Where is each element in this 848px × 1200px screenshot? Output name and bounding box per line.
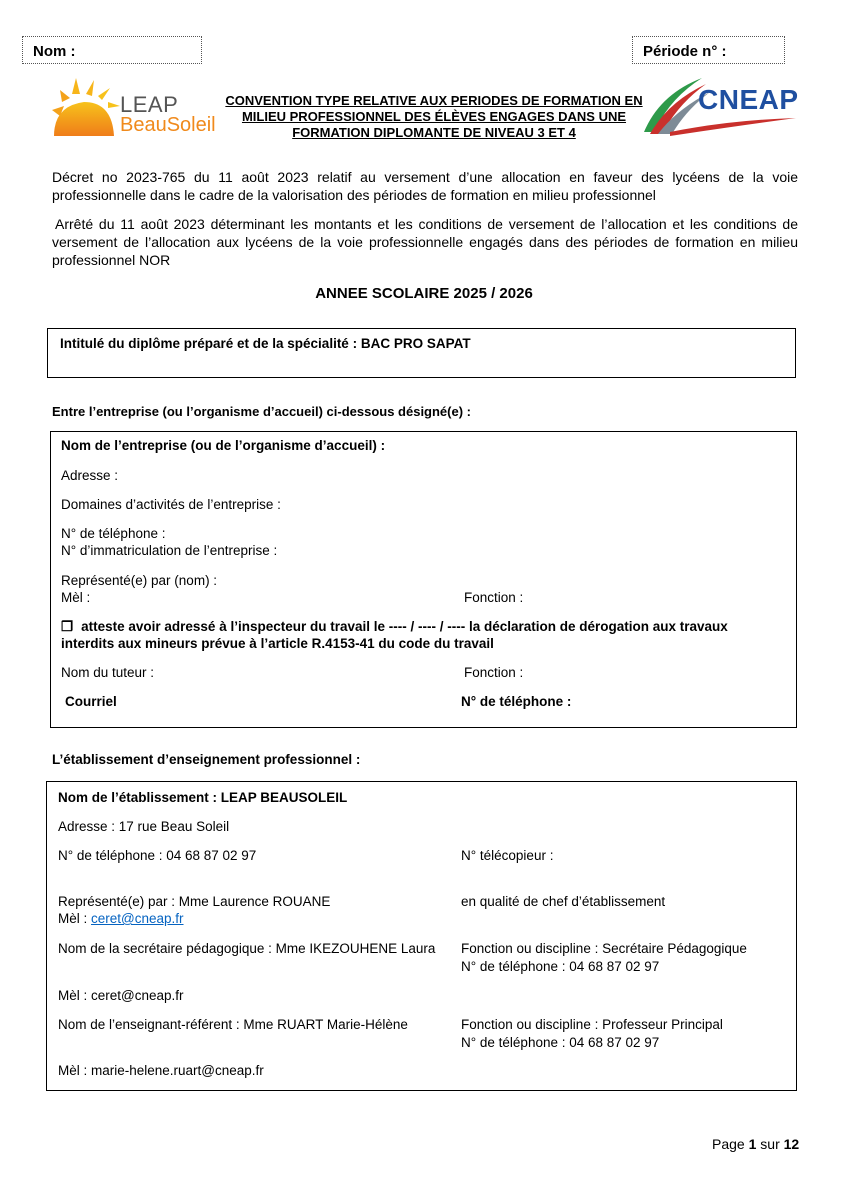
entreprise-represente-label[interactable]: Représenté(e) par (nom) : [61, 573, 218, 588]
title-line: FORMATION DIPLOMANTE DE NIVEAU 3 ET 4 [292, 125, 576, 140]
atteste-line-1 [61, 619, 728, 635]
leap-logo-text: LEAP [120, 92, 179, 117]
annee-scolaire: ANNEE SCOLAIRE 2025 / 2026 [315, 285, 533, 302]
periode-label: Période n° : [643, 43, 727, 60]
tuteur-nom-label[interactable]: Nom du tuteur : [61, 665, 155, 680]
title-line: MILIEU PROFESSIONNEL DES ÉLÈVES ENGAGES DANS UNE [241, 109, 627, 124]
secretaire-fonction: Fonction ou discipline : Secrétaire Pédagogique [461, 941, 747, 956]
secretaire-mel: Mèl : ceret@cneap.fr [58, 988, 184, 1003]
mel-label: Mèl : [58, 911, 92, 926]
entreprise-fonction-label[interactable]: Fonction : [464, 590, 524, 605]
cneap-logo-text: CNEAP [698, 84, 799, 115]
entreprise-mel-label[interactable]: Mèl : [61, 590, 91, 605]
etablissement-adresse: Adresse : 17 rue Beau Soleil [58, 819, 230, 834]
etablissement-qualite: en qualité de chef d’établissement [461, 894, 666, 909]
tuteur-telephone-label[interactable]: N° de téléphone : [461, 694, 572, 709]
entreprise-box [50, 431, 797, 728]
tuteur-fonction-label[interactable]: Fonction : [464, 665, 524, 680]
arrete-paragraph: Arrêté du 11 août 2023 déterminant les montants et les conditions de versement de l’allocation et les conditions de versement de l’allocation aux lycéens de la voie professionnelle engagés dans des périodes de formation en milieu professionnel NOR [52, 216, 798, 268]
entreprise-telephone-label[interactable]: N° de téléphone : [61, 526, 166, 541]
etablissement-telephone: N° de téléphone : 04 68 87 02 97 [58, 848, 257, 863]
entreprise-nom-label[interactable]: Nom de l’entreprise (ou de l’organisme d’accueil) : [61, 438, 386, 453]
decret-paragraph: Décret no 2023-765 du 11 août 2023 relatif au versement d’une allocation en faveur des lycéens de la voie professionnelle dans le cadre de la valorisation des périodes de formation en milieu professionnel [52, 169, 798, 203]
etablissement-mel [58, 911, 184, 926]
document-title [218, 93, 650, 141]
leap-beausoleil-logo [50, 76, 220, 140]
page-label: Page [712, 1136, 749, 1152]
enseignant-fonction: Fonction ou discipline : Professeur Principal [461, 1017, 723, 1032]
secretaire-telephone: N° de téléphone : 04 68 87 02 97 [461, 959, 660, 974]
enseignant-mel: Mèl : marie-helene.ruart@cneap.fr [58, 1063, 264, 1078]
etablissement-heading: L’établissement d’enseignement professionnel : [52, 752, 361, 767]
diplome-box [47, 328, 796, 378]
periode-field[interactable] [632, 36, 785, 64]
tuteur-courriel-label[interactable]: Courriel [65, 694, 117, 709]
entreprise-domaines-label[interactable]: Domaines d’activités de l’entreprise : [61, 497, 281, 512]
derogation-checkbox[interactable]: ❒ [61, 619, 74, 634]
etablissement-telecopieur: N° télécopieur : [461, 848, 554, 863]
enseignant-telephone: N° de téléphone : 04 68 87 02 97 [461, 1035, 660, 1050]
nom-field[interactable] [22, 36, 202, 64]
page-number [712, 1136, 799, 1152]
cneap-logo [640, 74, 798, 138]
title-line: CONVENTION TYPE RELATIVE AUX PERIODES DE FORMATION EN [225, 93, 643, 108]
etablissement-box [46, 781, 797, 1091]
atteste-text: atteste avoir adressé à l’inspecteur du travail le ---- / ---- / ---- la déclaration de dérogation aux travaux [81, 619, 728, 634]
entreprise-heading: Entre l’entreprise (ou l’organisme d’accueil) ci-dessous désigné(e) : [52, 404, 471, 419]
entreprise-adresse-label[interactable]: Adresse : [61, 468, 119, 483]
nom-label: Nom : [33, 43, 76, 60]
atteste-line-2: interdits aux mineurs prévue à l’article R.4153-41 du code du travail [61, 636, 494, 651]
secretaire-nom: Nom de la secrétaire pédagogique : Mme IKEZOUHENE Laura [58, 941, 436, 956]
etablissement-represente: Représenté(e) par : Mme Laurence ROUANE [58, 894, 331, 909]
page-total: 12 [783, 1136, 800, 1152]
page-sep: sur [756, 1136, 784, 1152]
diplome-label: Intitulé du diplôme préparé et de la spécialité : BAC PRO SAPAT [60, 336, 471, 351]
etablissement-nom: Nom de l’établissement : LEAP BEAUSOLEIL [58, 790, 348, 805]
ceret-email-link[interactable]: ceret@cneap.fr [91, 911, 184, 926]
entreprise-immatriculation-label[interactable]: N° d’immatriculation de l’entreprise : [61, 543, 278, 558]
enseignant-nom: Nom de l’enseignant-référent : Mme RUART Marie-Hélène [58, 1017, 408, 1032]
beausoleil-logo-text: BeauSoleil [120, 114, 216, 136]
page-current: 1 [748, 1136, 757, 1152]
